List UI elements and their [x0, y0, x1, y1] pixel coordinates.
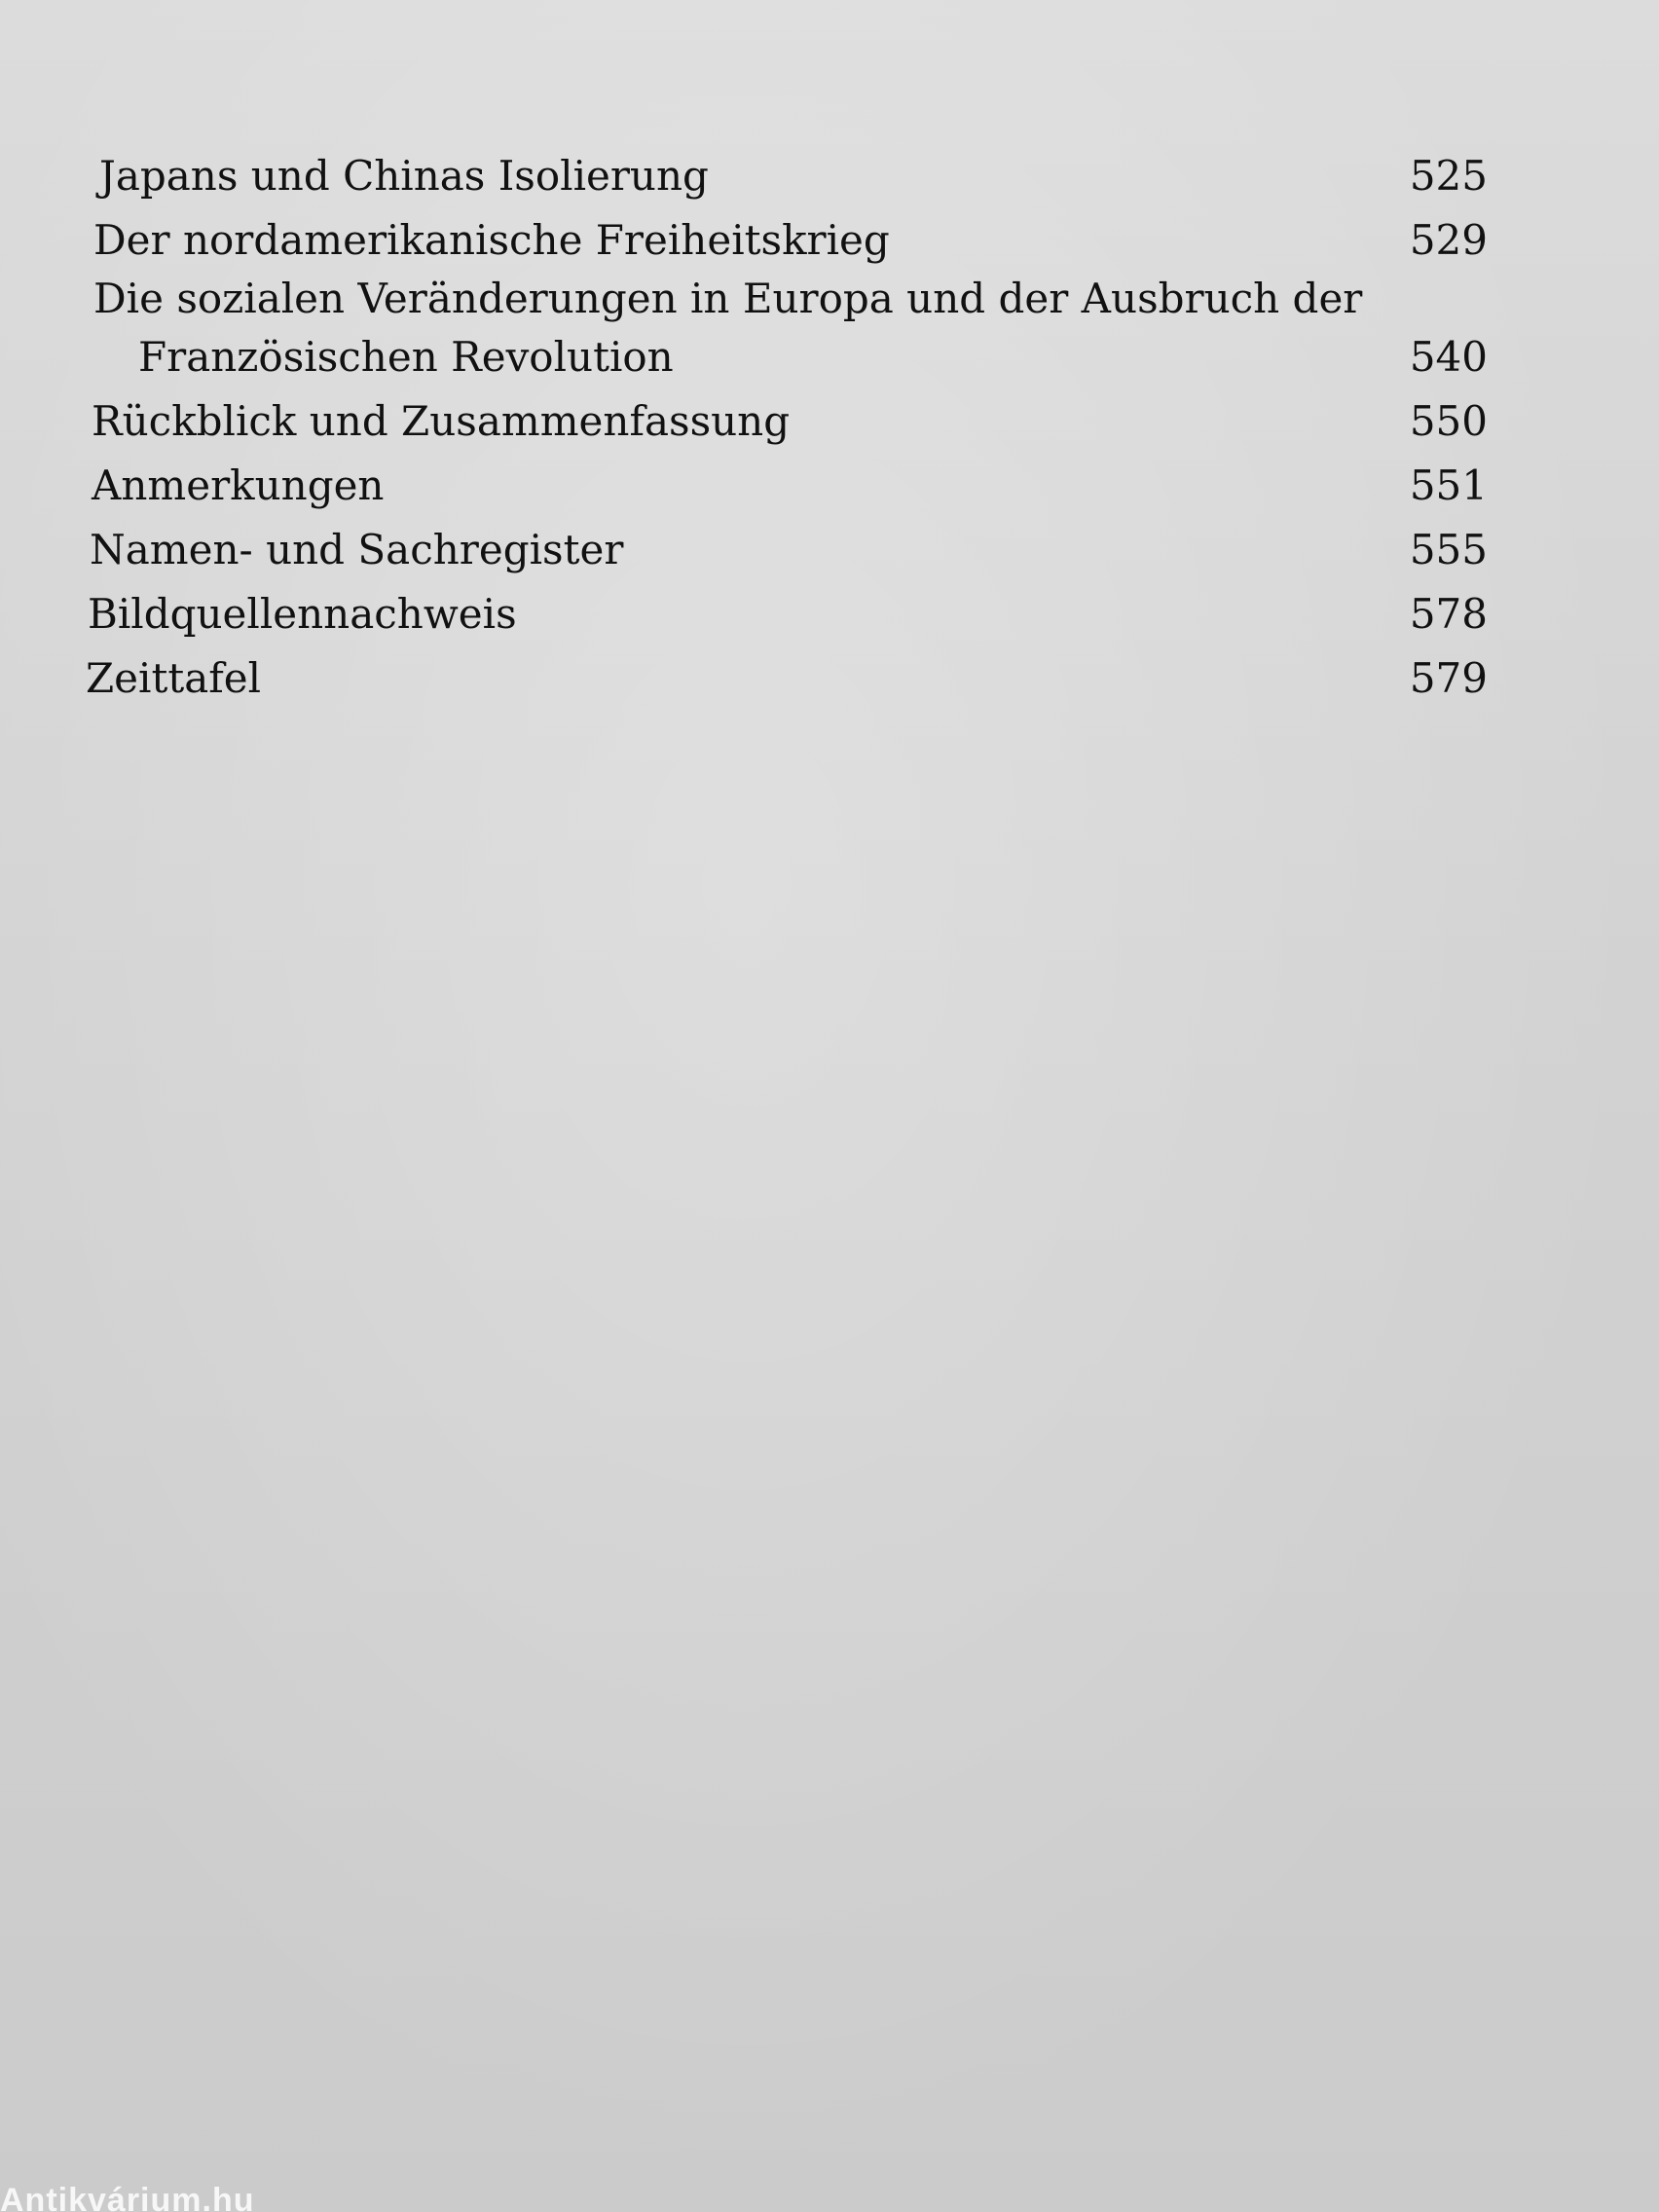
toc-entry-title: Zeittafel	[86, 654, 262, 702]
table-of-contents	[86, 141, 1488, 708]
toc-entry	[92, 387, 1488, 451]
toc-entry	[88, 579, 1488, 644]
toc-entry	[93, 270, 1488, 387]
watermark: Antikvárium.hu	[0, 2182, 255, 2212]
toc-entry-title-continuation: Französischen Revolution	[138, 333, 674, 381]
toc-entry-page: 540	[1409, 333, 1488, 381]
toc-entry-page: 525	[1409, 152, 1488, 200]
toc-entry-page: 551	[1409, 461, 1488, 509]
toc-entry	[86, 644, 1488, 708]
toc-entry-title-group	[93, 270, 1362, 387]
toc-entry	[99, 141, 1488, 205]
toc-entry-title: Japans und Chinas Isolierung	[99, 152, 709, 200]
toc-entry-title: Namen- und Sachregister	[90, 526, 624, 573]
toc-entry-title: Die sozialen Veränderungen in Europa und der Ausbruch der	[93, 275, 1363, 322]
toc-entry-title: Anmerkungen	[92, 461, 385, 509]
toc-entry-title: Der nordamerikanische Freiheitskrieg	[93, 216, 890, 264]
toc-entry	[90, 515, 1488, 579]
toc-entry-page: 555	[1409, 526, 1488, 573]
toc-entry-page: 550	[1409, 397, 1488, 445]
toc-entry	[93, 205, 1488, 270]
toc-entry-title: Rückblick und Zusammenfassung	[92, 397, 791, 445]
toc-entry-page: 579	[1409, 654, 1488, 702]
toc-entry-title: Bildquellennachweis	[88, 590, 517, 638]
toc-entry-page: 529	[1409, 216, 1488, 264]
toc-entry-page: 578	[1409, 590, 1488, 638]
toc-entry	[92, 451, 1488, 515]
